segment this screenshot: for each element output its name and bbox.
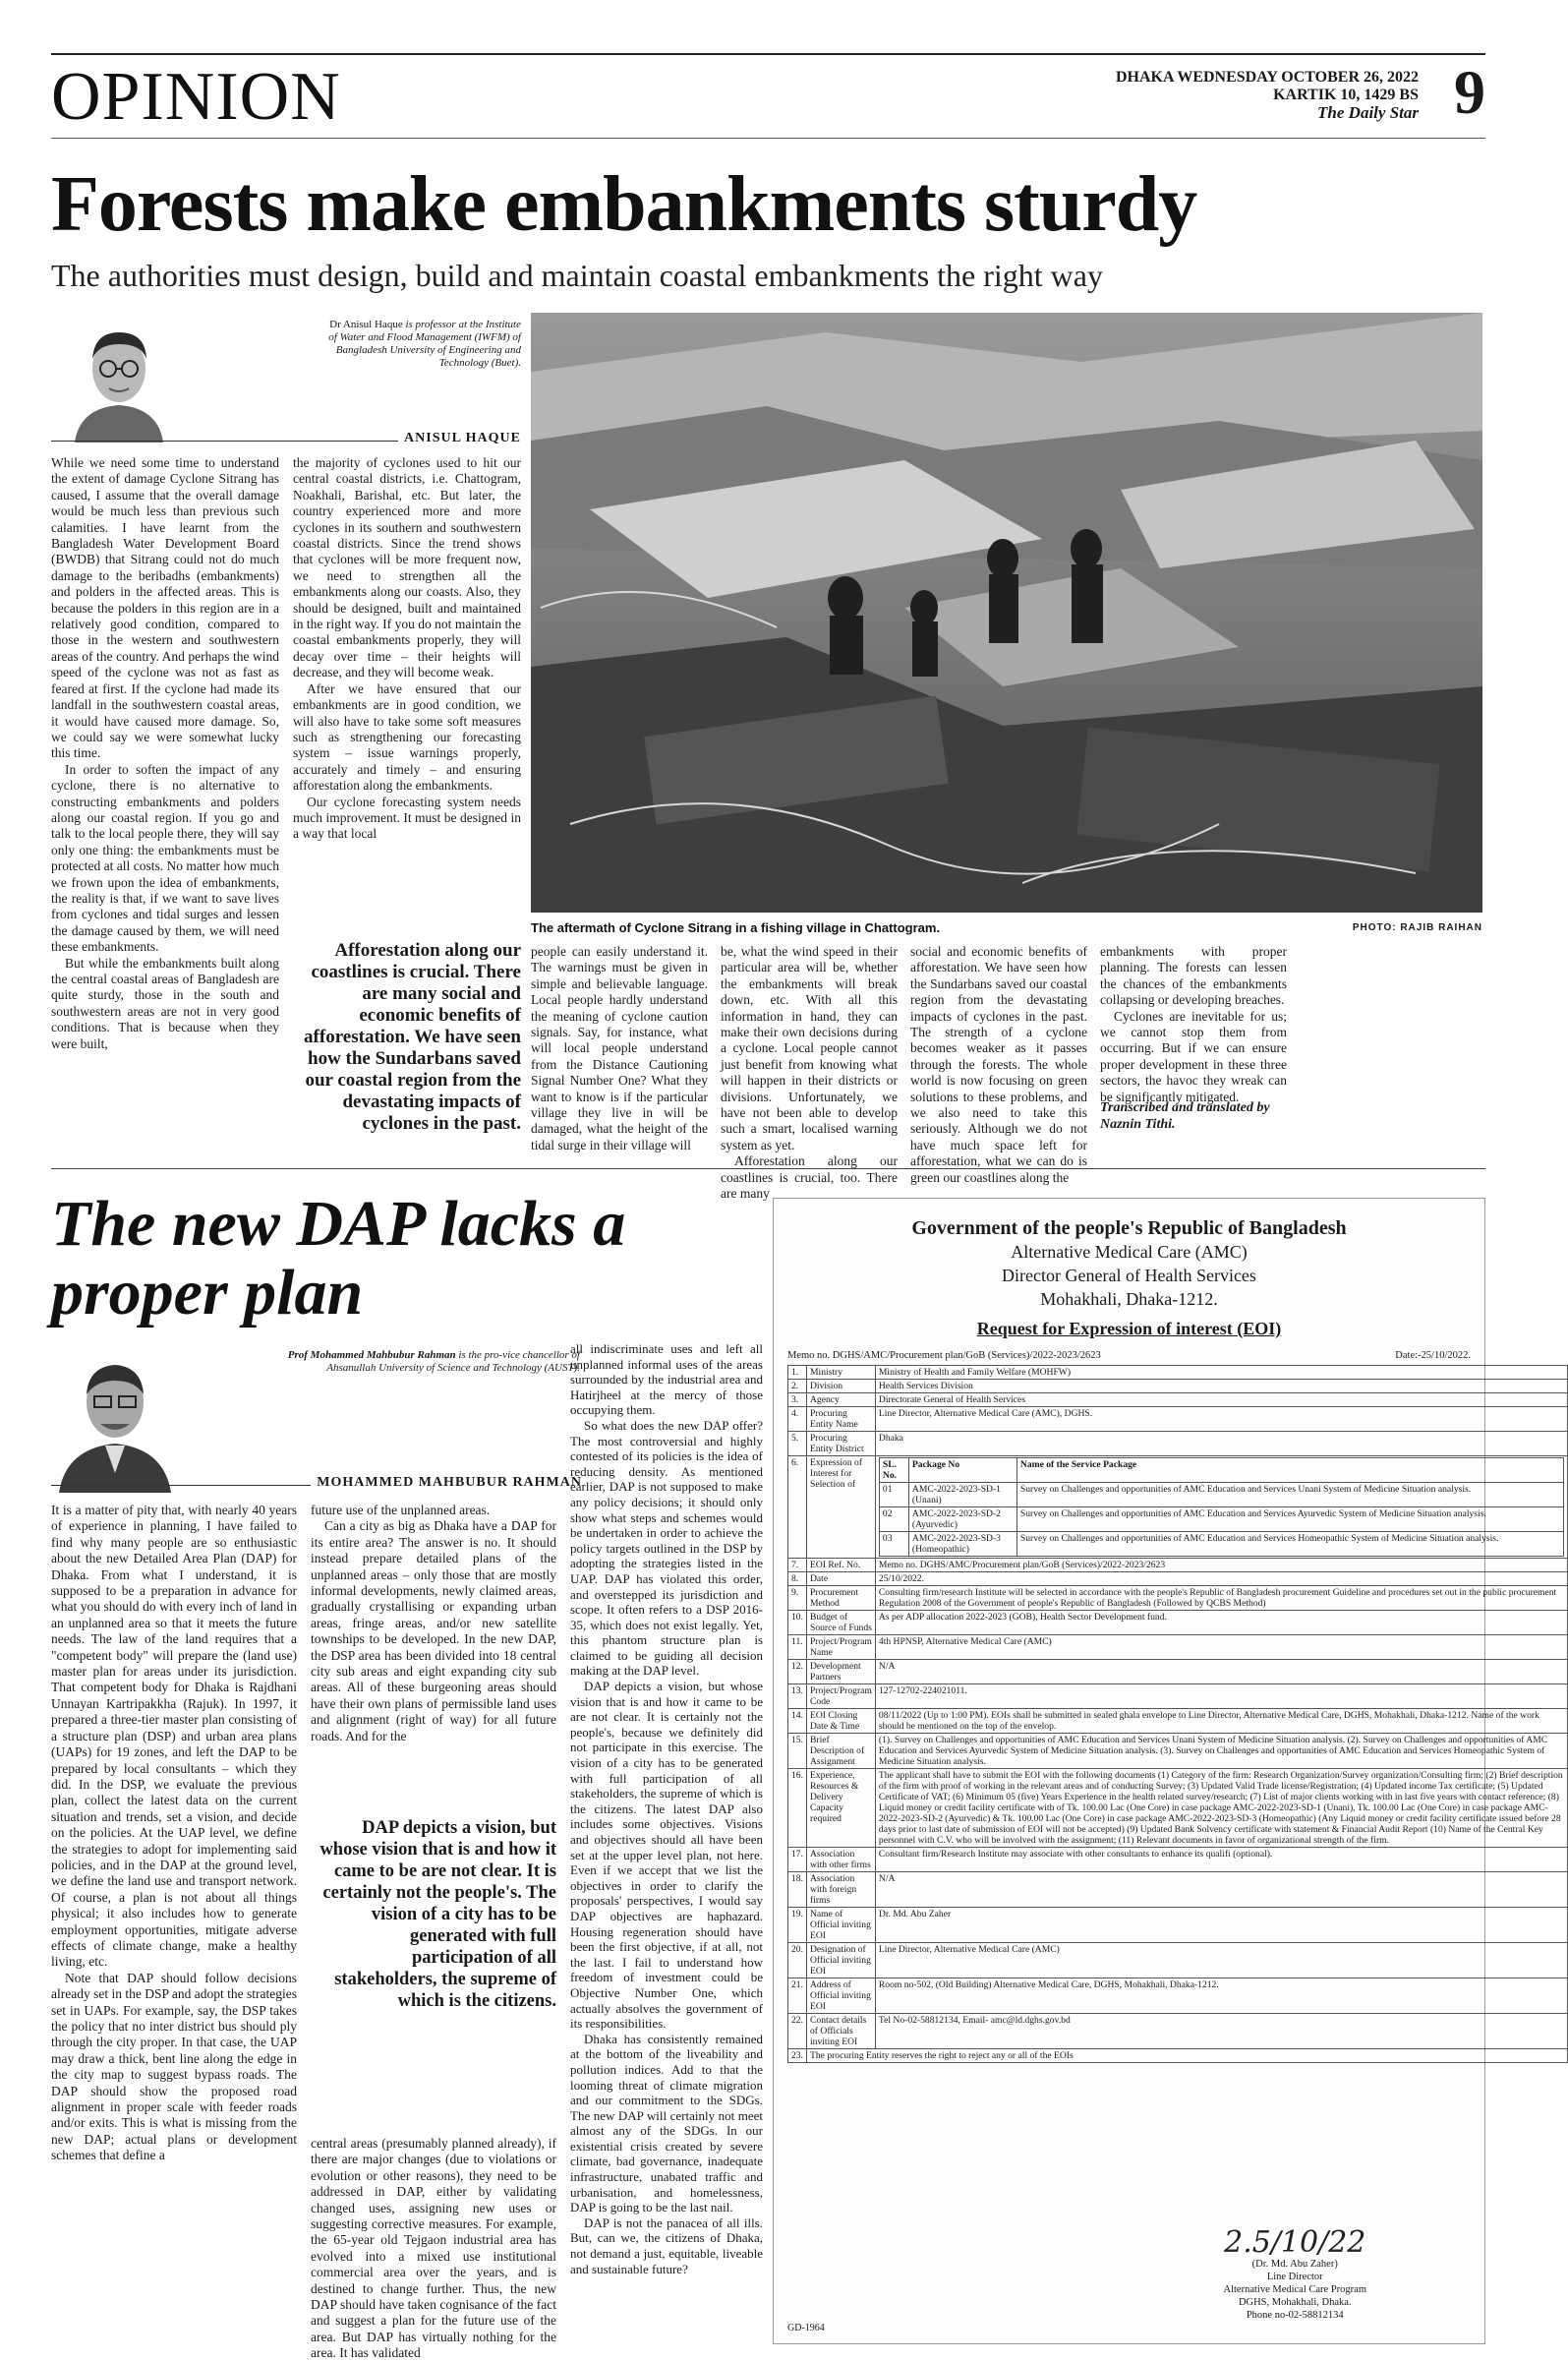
article1-column-1 (51, 455, 279, 1159)
paragraph: future use of the unplanned areas. (311, 1503, 491, 1517)
signature: 2.5/10/22 (1224, 2225, 1366, 2260)
article1-column-2 (293, 455, 521, 915)
table-row (788, 1586, 1568, 1611)
row-number: 13. (788, 1684, 807, 1709)
table-row (788, 1769, 1568, 1848)
ad-government: Government of the people's Republic of Bangladesh (911, 1217, 1347, 1239)
row-value: Tel No-02-58812134, Email- amc@ld.dghs.gov.bd (875, 2014, 1567, 2049)
row-label: Agency (807, 1393, 876, 1407)
row-label: Expression of Interest for Selection of (807, 1456, 876, 1559)
row-number: 16. (788, 1769, 807, 1848)
table-row (788, 1393, 1568, 1407)
section-divider (51, 1168, 1485, 1169)
paragraph: DAP depicts a vision, but whose vision that is and how it came to be are not clear. It is certainly not the people's, because we definitely did not participate in this exercise. The vision of a city has to be generated with full participation of all stakeholders, the supreme of which is the citizens. The latest DAP also includes some objectives. Visions and objectives should all have been set at the upper level plan, not here. Even if we accept that we list the objectives in order to clarify the proposals' perspectives, I would say DAP objectives are haphazard. Housing regeneration should have been the first objective, if at all, not the last. I fail to understand how freedom of investment could be Objective Number One, which actually absolves the government of its responsibilities. (570, 1679, 763, 2032)
row-number: 21. (788, 1978, 807, 2014)
row-number: 6. (788, 1456, 807, 1559)
package-row (879, 1532, 1563, 1557)
ad-office: Director General of Health Services (1002, 1266, 1256, 1285)
row-value: N/A (875, 1872, 1567, 1908)
gd-code: GD-1964 (787, 2323, 825, 2333)
row-number: 17. (788, 1848, 807, 1872)
row-value: Line Director, Alternative Medical Care (AMC) (875, 1943, 1567, 1978)
row-label: The procuring Entity reserves the right to reject any or all of the EOIs (807, 2049, 1568, 2063)
package-header-no: Package No (908, 1458, 1016, 1483)
table-row (788, 1684, 1568, 1709)
package-header-name: Name of the Service Package (1016, 1458, 1563, 1483)
table-row (788, 1407, 1568, 1432)
table-row (788, 1848, 1568, 1872)
ad-date: Date:-25/10/2022. (1395, 1350, 1471, 1361)
row-number: 2. (788, 1380, 807, 1393)
package-row (879, 1507, 1563, 1532)
row-label: Procurement Method (807, 1586, 876, 1611)
table-row (788, 1572, 1568, 1586)
row-label: Date (807, 1572, 876, 1586)
paragraph: embankments with proper planning. The forests can lessen the chances of the embankments collapsing or developing breaches. (1100, 944, 1287, 1008)
ad-address: Mohakhali, Dhaka-1212. (1040, 1289, 1218, 1309)
table-row (788, 1635, 1568, 1660)
author-bio-name: Dr Anisul Haque (329, 319, 403, 330)
row-label: Division (807, 1380, 876, 1393)
row-number: 10. (788, 1611, 807, 1635)
article1-column-6 (1100, 944, 1287, 1104)
row-number: 14. (788, 1709, 807, 1734)
sig-phone: Phone no-02-58812134 (1246, 2310, 1344, 2321)
paragraph: Our cyclone forecasting system needs much improvement. It must be designed in a way that local (293, 794, 521, 842)
masthead-rule (51, 138, 1485, 139)
paragraph: central areas (presumably planned already), if there are major changes (due to violations or evolution or other reasons), they need to be addressed in DAP, either by validating changed uses, assigning new uses or suggesting corrective measures. For example, the 65-year old Tejgaon industrial area has evolved into a mixed use institutional commercial area over the years, and is destined to change further. Thus, the new DAP should have taken cognisance of the fact and suggest a plan for the future use of the area. But DAP has virtually nothing for the area. It has validated (311, 2136, 556, 2361)
paragraph: Note that DAP should follow decisions already set in the DSP and adopt the strategies set in UAPs. For example, say, the DSP takes the policy that no inter district bus should ply through the city proper. In that case, the UAP may draw a thick, bent line along the edge in the city map to suggest bypass roads. The DAP should show the proposed road alignment in proper scale with feeder roads and/or exits. This is what is missing from the new DAP; actual plans or development schemes that define a (51, 1970, 297, 2163)
row-label: Budget of Source of Funds (807, 1611, 876, 1635)
table-row (788, 2014, 1568, 2049)
row-value: Ministry of Health and Family Welfare (MOHFW) (875, 1366, 1567, 1380)
table-row (788, 1432, 1568, 1456)
row-label: Development Partners (807, 1660, 876, 1684)
row-number: 19. (788, 1908, 807, 1943)
package-sl: 03 (879, 1532, 908, 1557)
paragraph: While we need some time to understand the extent of damage Cyclone Sitrang has caused, I assume that the overall damage would be much less than previous such calamities. I have learnt from the Bangladesh Water Development Board (BWDB) that Sitrang could not do much damage to the beribadhs (embankments) and polders in the affected areas. This is because the polders in this region are in a relatively good condition, compared to those in the western and southwestern areas of the country. And perhaps the wind speed of the cyclone was not as fast as feared at first. If the cyclone had made its landfall in the southwestern coastal areas, it would have caused more damage. So, we could say we were somewhat lucky this time. (51, 455, 279, 761)
table-row (788, 1908, 1568, 1943)
row-value: 4th HPNSP, Alternative Medical Care (AMC) (875, 1635, 1567, 1660)
row-number: 15. (788, 1734, 807, 1769)
author-photo-mahbubur-rahman (51, 1345, 179, 1493)
article2-pullquote: DAP depicts a vision, but whose vision that is and how it came to be are not clear. It is certainly not the people's. The vision of a city has to be generated with full participation of all stakeholders, the supreme of which is the citizens. (319, 1818, 556, 2011)
row-label: EOI Closing Date & Time (807, 1709, 876, 1734)
page-number: 9 (1454, 57, 1485, 127)
row-label: Project/Program Code (807, 1684, 876, 1709)
row-label: Procuring Entity Name (807, 1407, 876, 1432)
table-row (788, 1366, 1568, 1380)
row-value: N/A (875, 1660, 1567, 1684)
row-number: 8. (788, 1572, 807, 1586)
article1-column-5 (910, 944, 1087, 1185)
article1-pullquote: Afforestation along our coastlines is crucial. There are many social and economic benefits of afforestation. We have seen how the Sundarbans saved our coastal region from the devastating impacts of cyclones in the past. (304, 940, 521, 1134)
paragraph: Cyclones are inevitable for us; we cannot stop them from occurring. But if we can ensure proper development in these three sectors, the havoc they wreak can be significantly mitigated. (1100, 1008, 1287, 1104)
row-number: 7. (788, 1559, 807, 1572)
package-no: AMC-2022-2023-SD-2 (Ayurvedic) (908, 1507, 1016, 1532)
paragraph: In order to soften the impact of any cyclone, there is no alternative to constructing embankments and polders along our coastal region. If you go and talk to the local people there, they will say only one thing: the embankments must be protected at all costs. No matter how much we frown upon the idea of embankments, the reality is that, if we want to save lives from cyclones and tidal surges and lessen the damage caused by them, we will need these embankments. (51, 761, 279, 955)
ad-department: Alternative Medical Care (AMC) (1011, 1242, 1248, 1262)
article1-deck: The authorities must design, build and maintain coastal embankments the right way (51, 258, 1103, 293)
paragraph: all indiscriminate uses and left all unplanned informal uses of the areas surrounded by the industrial area and Hatirjheel at the mercy of those occupying them. (570, 1341, 763, 1418)
table-row (788, 1734, 1568, 1769)
package-name: Survey on Challenges and opportunities of AMC Education and Services Homeopathic System of Medicine Situation analysis. (1016, 1532, 1563, 1557)
table-row (788, 1660, 1568, 1684)
translator-credit: Transcribed and translated by Naznin Tithi. (1100, 1100, 1270, 1132)
row-value: Consultant firm/Research Institute may associate with other consultants to enhance its qualifi (optional). (875, 1848, 1567, 1872)
table-row (788, 1978, 1568, 2014)
row-value: Dr. Md. Abu Zaher (875, 1908, 1567, 1943)
article2-column-2b (311, 2136, 556, 2361)
article2-column-2 (311, 1503, 556, 1807)
article1-column-4 (721, 944, 898, 1202)
row-number: 22. (788, 2014, 807, 2049)
row-label: Contact details of Officials inviting EOI (807, 2014, 876, 2049)
paragraph: the majority of cyclones used to hit our central coastal districts, i.e. Chattogram, Noakhali, Barishal, etc. But later, the country experienced more and more cyclones in its southern and southwestern coastal districts. Since the trend shows that cyclones will be more frequent now, we need to strengthen all the embankments along our coasts. Also, they should be designed, built and maintained in the right way. If you do not maintain the coastal embankments properly, they will decay over time – their heights will decrease, and they will become weak. (293, 455, 521, 680)
package-row (879, 1483, 1563, 1507)
package-name: Survey on Challenges and opportunities of AMC Education and Services Ayurvedic System of Medicine Situation analysis. (1016, 1507, 1563, 1532)
row-label: Address of Official inviting EOI (807, 1978, 876, 2014)
row-number: 12. (788, 1660, 807, 1684)
article2-byline (51, 1475, 582, 1491)
row-label: Brief Description of Assignment (807, 1734, 876, 1769)
row-value: Dhaka (875, 1432, 1567, 1456)
table-row (788, 2049, 1568, 2063)
ad-memo: Memo no. DGHS/AMC/Procurement plan/GoB (Services)/2022-2023/2623 (787, 1350, 1101, 1361)
sig-title: Line Director (1266, 2272, 1323, 2282)
eoi-advertisement (773, 1198, 1563, 2344)
row-value: Health Services Division (875, 1380, 1567, 1393)
author-photo-anisul-haque (55, 315, 183, 443)
row-value: Consulting firm/research Institute will be selected in accordance with the people's Republic of Bangladesh procurement Guideline and procedures set out in the public procurement Regulation 2008 of the Government of people's Republic of Bangladesh (Followed by QCBS Method) (875, 1586, 1567, 1611)
paragraph: be, what the wind speed in their particular area will be, whether the embankments will break down, etc. With all this information in hand, they can make their own decisions during a cyclone. Local people cannot just benefit from knowing what will happen in their districts or divisions. Unfortunately, we have not been able to develop such a smart, localised warning system as yet. (721, 944, 898, 1152)
table-row (788, 1943, 1568, 1978)
row-label: Project/Program Name (807, 1635, 876, 1660)
cyclone-aftermath-photo (531, 313, 1482, 913)
row-label: Name of Official inviting EOI (807, 1908, 876, 1943)
row-number: 9. (788, 1586, 807, 1611)
package-no: AMC-2022-2023-SD-1 (Unani) (908, 1483, 1016, 1507)
paragraph: Can a city as big as Dhaka have a DAP for its entire area? The answer is no. It should instead prepare detailed plans of the unplanned areas – only those that are mostly informal developments, newly claimed areas, gradually crystallising or expanding urban areas, fringe areas, and/or new satellite townships to be developed. In the new DAP, the DSP area has been divided into 18 central city sub areas and eight expanding city sub areas. All of these burgeoning areas should have their own plans of permissible land uses and alignment (right of way) for all future roads. And for the (311, 1518, 556, 1743)
article2-headline: The new DAP lacks a proper plan (51, 1188, 626, 1329)
row-label: Procuring Entity District (807, 1432, 876, 1456)
date: DHAKA WEDNESDAY OCTOBER 26, 2022 (1115, 69, 1419, 86)
package-sl: 01 (879, 1483, 908, 1507)
author2-bio-name: Prof Mohammed Mahbubur Rahman (287, 1349, 456, 1361)
author-bio-text: is professor at the Institute of Water and Flood Management (IWFM) of Bangladesh University of Engineering and Technology (Buet). (328, 319, 521, 369)
package-sl: 02 (879, 1507, 908, 1532)
signature-block (1223, 2225, 1367, 2322)
row-label: Designation of Official inviting EOI (807, 1943, 876, 1978)
row-value: 25/10/2022. (875, 1572, 1567, 1586)
row-label: Association with other firms (807, 1848, 876, 1872)
table-row (788, 1380, 1568, 1393)
article2-column-3 (570, 1341, 763, 2346)
paragraph: DAP is not the panacea of all ills. But, can we, the citizens of Dhaka, not demand a just, equitable, liveable and sustainable future? (570, 2214, 763, 2276)
table-row (788, 1559, 1568, 1572)
row-number: 1. (788, 1366, 807, 1380)
paragraph: Afforestation along our coastlines is crucial, too. There are many (721, 1153, 898, 1202)
byline2-text: MOHAMMED MAHBUBUR RAHMAN (311, 1475, 582, 1490)
row-number: 4. (788, 1407, 807, 1432)
sig-address: DGHS, Mohakhali, Dhaka. (1238, 2297, 1352, 2308)
paper-name: The Daily Star (1317, 103, 1419, 122)
paragraph: Dhaka has consistently remained at the bottom of the liveability and pollution indices. Add to that the looming threat of climate migration and our commitment to the SDGs. The new DAP will certainly not meet almost any of the SDGs. In our existential crisis created by severe climate, bad governance, inadequate infrastructure, unabated traffic and urbanisation, and homelessness, DAP is going to be the last nail. (570, 2031, 763, 2215)
row-label: EOI Ref. No. (807, 1559, 876, 1572)
section-title: OPINION (51, 59, 341, 135)
table-row (788, 1611, 1568, 1635)
row-value: 127-12702-224021011. (875, 1684, 1567, 1709)
row-value: (1). Survey on Challenges and opportunities of AMC Education and Services Unani System of Medicine Situation analysis. (2). Survey on Challenges and opportunities of AMC Education and Services Ayurvedic System of Medicine Situation analysis. (3). Survey on Challenges and opportunities of AMC Education and Services Homeopathic System of Medicine Situation analysis. (875, 1734, 1567, 1769)
author2-bio (285, 1349, 580, 1375)
row-number: 20. (788, 1943, 807, 1978)
sig-name: (Dr. Md. Abu Zaher) (1251, 2259, 1338, 2270)
row-value: Memo no. DGHS/AMC/Procurement plan/GoB (Services)/2022-2023/2623 (875, 1559, 1567, 1572)
table-row (788, 1709, 1568, 1734)
row-value: Directorate General of Health Services (875, 1393, 1567, 1407)
row-number: 23. (788, 2049, 807, 2063)
table-row (788, 1456, 1568, 1559)
row-label: Experience, Resources & Delivery Capacity required (807, 1769, 876, 1848)
row-number: 18. (788, 1872, 807, 1908)
table-row (788, 1872, 1568, 1908)
article1-column-3 (531, 944, 708, 1158)
ad-header (774, 1216, 1484, 1340)
row-value: Line Director, Alternative Medical Care (AMC), DGHS. (875, 1407, 1567, 1432)
byline-text: ANISUL HAQUE (398, 431, 521, 445)
paragraph: social and economic benefits of afforestation. We have seen how the Sundarbans saved our coastal region from the devastating impacts of cyclones in the past. The strength of a cyclone becomes weaker as it passes through the forests. The whole world is now focusing on green solutions to these problems, and we also need to take this seriously. Although we do not have much space left for afforestation, what we can do is green our coastlines along the (910, 944, 1087, 1185)
dateline (1116, 69, 1419, 122)
package-no: AMC-2022-2023-SD-3 (Homeopathic) (908, 1532, 1016, 1557)
row-number: 11. (788, 1635, 807, 1660)
package-header-sl: SL. No. (879, 1458, 908, 1483)
author2-bio-text: is the pro-vice chancellor of Ahsanullah University of Science and Technology (AUST). (326, 1349, 580, 1374)
paragraph: So what does the new DAP offer? The most controversial and highly contested of its policies is the idea of reducing density. As mentioned earlier, DAP is not supposed to make any policy decisions; it should only show what steps and schemes would be undertaken in order to achieve the policy targets outlined in the DSP by adopting the strategies listed in the UAP. DAP has violated this order, and overstepped its jurisdiction and scope. It often refers to a DSP 2016-35, which does not exist legally. Yet, this phantom structure plan is claimed to be guiding all decision making at the DAP level. (570, 1417, 763, 1679)
row-value: As per ADP allocation 2022-2023 (GOB), Health Sector Development fund. (875, 1611, 1567, 1635)
row-label: Association with foreign firms (807, 1872, 876, 1908)
article1-headline: Forests make embankments sturdy (51, 161, 1197, 248)
article2-column-1 (51, 1503, 297, 2348)
row-number: 5. (788, 1432, 807, 1456)
ad-title: Request for Expression of interest (EOI) (976, 1319, 1282, 1338)
row-value: The applicant shall have to submit the EOI with the following documents (1) Category of the firm: Research Organization/Survey organization/Consulting firm; (2) Brief description of the firm with proof of working in the relevant areas and of conducting Survey; (3) Updated Valid Trade license/Registration; (4) Updated income Tax certificate; (5) Updated Certificate of VAT; (6) Minimum 05 (five) Years Experience in the health related survey/research; (7) List of major clients working with in last five years with contact reference; (8) Liquid money or credit facility certificate with of Tk. 100.00 Lac (One Core) in case package AMC-2022-2023-SD-1 (Unani), Tk. 100.00 Lac (One Core) in case package AMC-2022-2023-SD-2 (Ayurvedic) & Tk. 100.00 Lac (One Core) in case package AMC-2022-2023-SD-3 (Homeopathic) (Any Liquid money or credit facility certificate issued before 28 days prior to last date of submission of EOI will not be accepted) (9) Updated Bank Solvency certificate with statement & Financial Audit Report (10) Name of the Central Key personnel with C.V. who will be involved with the assignment; (11) Relevant documents in favor of organizational strength of the firm. (875, 1769, 1567, 1848)
top-rule (51, 53, 1485, 55)
row-number: 3. (788, 1393, 807, 1407)
row-label: Ministry (807, 1366, 876, 1380)
paragraph: After we have ensured that our embankments are in good condition, we will also have to take some soft measures such as strengthening our forecasting system – issue warnings properly, accurately and timely – and ensuring afforestation along the embankments. (293, 680, 521, 794)
paragraph: But while the embankments built along the central coastal areas of Bangladesh are quite sturdy, those in the south and southwestern areas are not in very good conditions. That is because when they were built, (51, 955, 279, 1051)
author-bio (324, 319, 521, 370)
row-value: Room no-502, (Old Building) Alternative Medical Care, DGHS, Mohakhali, Dhaka-1212. (875, 1978, 1567, 2014)
article1-byline (51, 431, 521, 446)
eoi-table (787, 1365, 1568, 2063)
photo-credit: PHOTO: RAJIB RAIHAN (1352, 922, 1482, 933)
row-value (875, 1456, 1567, 1559)
sig-org: Alternative Medical Care Program (1223, 2284, 1366, 2295)
ad-memo-line (787, 1350, 1471, 1361)
photo-caption: The aftermath of Cyclone Sitrang in a fishing village in Chattogram. (531, 920, 941, 935)
package-name: Survey on Challenges and opportunities of AMC Education and Services Unani System of Medicine Situation analysis. (1016, 1483, 1563, 1507)
paragraph: people can easily understand it. The warnings must be given in simple and believable language. Local people hardly understand the meaning of cyclone caution signals. Say, for instance, what will local people understand from the Distance Cautioning Signal Number One? What they want to know is if the particular village they live in will be damaged, what the height of the tidal surge in their village will (531, 944, 708, 1152)
bangla-date: KARTIK 10, 1429 BS (1273, 87, 1419, 103)
paragraph: It is a matter of pity that, with nearly 40 years of experience in planning, I have failed to find why many people are so enthusiastic about the new Detailed Area Plan (DAP) for Dhaka. From what I understand, it is supposed to be a preparation in advance for what you should do with every inch of land in an unplanned area so that it meets the future needs. The law of the land requires that a "competent body" will prepare the (land use) master plan for areas under its jurisdiction. That competent body for Dhaka is Rajdhani Unnayan Kartripakkha (Rajuk). In 1997, it prepared a three-tier master plan consisting of a structure plan (DSP) and urban area plans (UAPs) for 19 zones, and left the DAP to be prepared by local consultants – which they did. In the DSP, we evaluate the previous plan, collect the latest data on the current situation and trends, set a vision, and decide on the policies. At the UAP level, we define the strategies to adopt for implementing said policies, and in the DAP at the ground level, we define the land use and transport network. Of course, a plan is not about all things physical; it also includes how to generate employment opportunities, mitigate adverse effects of climate change, make a healthy living, etc. (51, 1503, 297, 1970)
row-value: 08/11/2022 (Up to 1:00 PM). EOIs shall be submitted in sealed ghala envelope to Line Director, Alternative Medical Care, DGHS, Mohakhali, Dhaka-1212. Name of the work should be mentioned on the top of the envelop. (875, 1709, 1567, 1734)
package-table (879, 1457, 1564, 1557)
